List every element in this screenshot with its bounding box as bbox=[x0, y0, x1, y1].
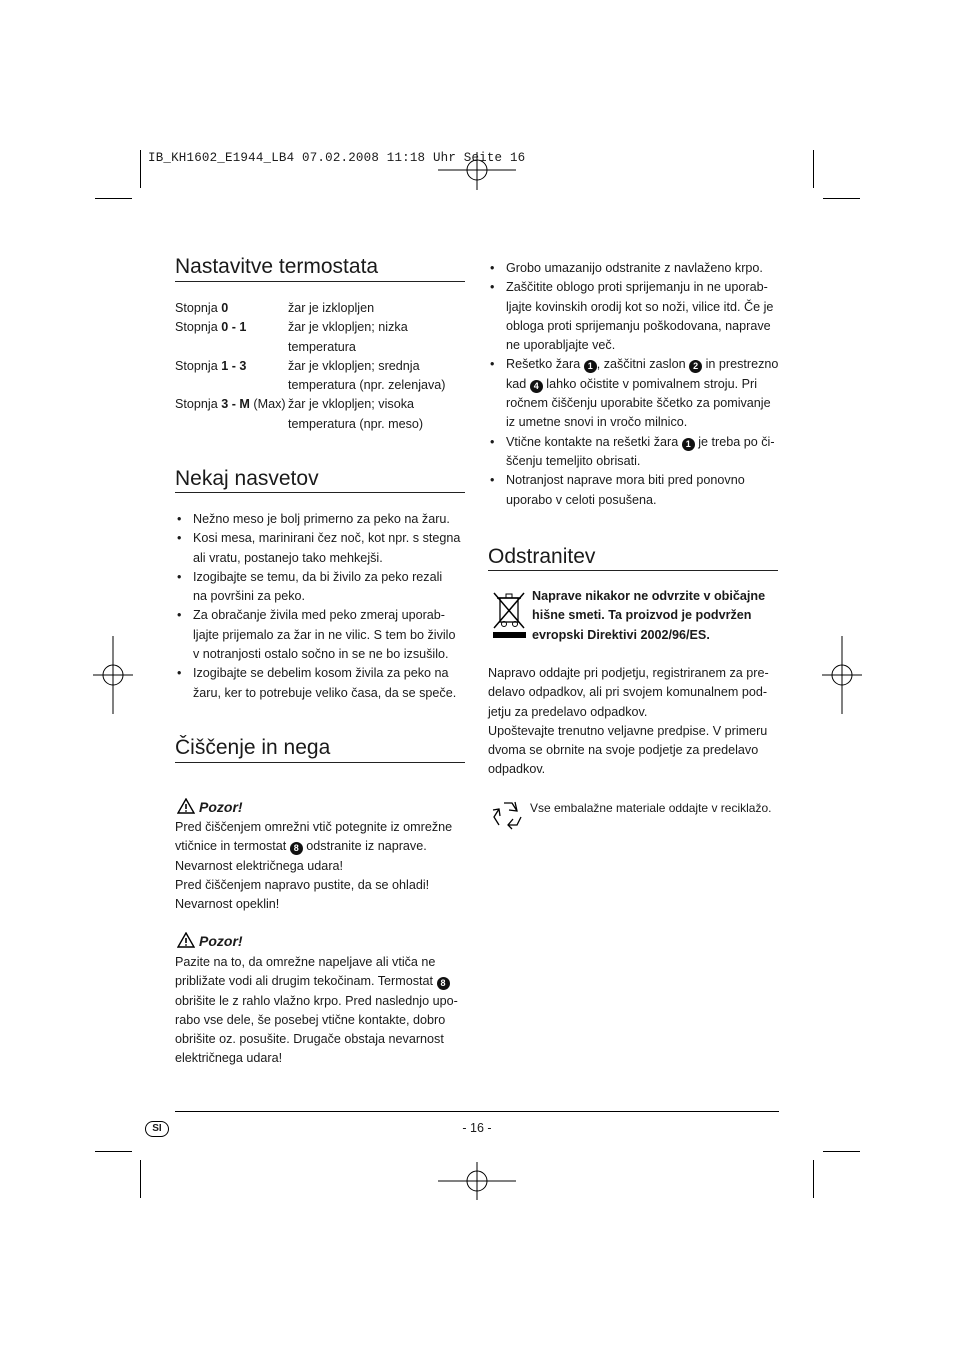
list-item: • Grobo umazanijo odstranite z navlaženo krpo. bbox=[488, 259, 783, 278]
thermostat-row: Stopnja 1 - 3 žar je vklopljen; srednja temperatura (npr. zelenjava) bbox=[175, 358, 446, 393]
heading-rule bbox=[175, 762, 465, 763]
warning-text-1: Pred čiščenjem omrežni vtič potegnite iz omrežne vtičnice in termostat 8 odstranite iz naprave. Nevarnost električnega udara! Pred čiščenjem napravo pustite, da se ohladi! Nevarnost opeklin! bbox=[175, 820, 453, 912]
thermostat-row: Stopnja 3 - M (Max) žar je vklopljen; visoka temperatura (npr. meso) bbox=[175, 397, 424, 431]
tips-list bbox=[175, 510, 470, 703]
list-item: • Kosi mesa, marinirani čez noč, kot npr. s stegna ali vratu, postanejo tako mehkejši. bbox=[175, 529, 470, 568]
list-item: • Izogibajte se debelim kosom živila za peko na žaru, ker to potrebuje veliko časa, da se speče. bbox=[175, 664, 470, 703]
crop-mark bbox=[140, 1160, 141, 1198]
list-item: • Rešetko žara 1 , zaščitni zaslon 2 in prestrezno kad 4 lahko očistite v pomivalnem stroju. Pri ročnem čiščenju uporabite ščetko za pomivanje iz umetne snovi in vročo milnico. bbox=[488, 355, 783, 432]
heading-rule bbox=[488, 570, 778, 571]
list-item: • Notranjost naprave mora biti pred ponovno uporabo v celoti posušena. bbox=[488, 471, 783, 510]
heading-cleaning: Čiščenje in nega bbox=[175, 736, 331, 759]
crop-mark bbox=[813, 150, 814, 188]
list-item: • Zaščitite oblogo proti sprijemanju in ne uporab- ljajte kovinskih orodij kot so noži, vilice itd. Če je obloga proti sprijemanju poškodovana, naprave ne uporabljajte več. bbox=[488, 278, 783, 355]
recycling-icon bbox=[489, 797, 527, 835]
print-slug: IB_KH1602_E1944_LB4 07.02.2008 11:18 Uhr Seite 16 bbox=[148, 151, 526, 165]
crop-mark bbox=[813, 1160, 814, 1198]
warning-label: Pozor! bbox=[177, 932, 243, 949]
callout-number: 1 bbox=[584, 360, 597, 373]
weee-notice: Naprave nikakor ne odvrzite v običajne hišne smeti. Ta proizvod je podvržen evropski Direktivi 2002/96/ES. bbox=[532, 589, 766, 642]
thermostat-row: Stopnja 0 - 1 žar je vklopljen; nizka temperatura bbox=[175, 320, 408, 354]
crop-mark bbox=[140, 150, 141, 188]
language-badge: SI bbox=[145, 1121, 169, 1137]
warning-label: Pozor! bbox=[177, 798, 243, 815]
crop-mark bbox=[823, 198, 860, 199]
list-item: • Za obračanje živila med peko zmeraj uporab- ljajte prijemalo za žar in ne vilic. S tem bo živilo v notranjosti ostalo sočno in se ne bo izsušilo. bbox=[175, 606, 470, 664]
heading-disposal: Odstranitev bbox=[488, 545, 596, 568]
warning-text-2: Pazite na to, da omrežne napeljave ali vtiča ne približate vodi ali drugim tekočinam. Termostat 8 obrišite le z rahlo vlažno krpo. Pred naslednjo upo- rabo vse dele, še posebej vtične kontakte, dobro obrišite oz. posušite. Drugače obstaja nevarnost električnega udara! bbox=[175, 955, 458, 1066]
heading-thermostat: Nastavitve termostata bbox=[175, 255, 379, 278]
list-item: • Vtične kontakte na rešetki žara 1 je treba po či- ščenju temeljito obrisati. bbox=[488, 433, 783, 472]
heading-tips: Nekaj nasvetov bbox=[175, 467, 319, 490]
warning-triangle-icon bbox=[177, 932, 195, 948]
callout-number: 8 bbox=[437, 977, 450, 990]
registration-mark-left bbox=[93, 636, 133, 714]
recycling-note: Vse embalažne materiale oddajte v reciklažo. bbox=[530, 801, 772, 815]
callout-number: 2 bbox=[689, 360, 702, 373]
thermostat-row: Stopnja 0 žar je izklopljen bbox=[175, 301, 375, 315]
disposal-paragraph: Napravo oddajte pri podjetju, registriranem za pre- delavo odpadkov, ali pri svojem komunalnem pod- jetju za predelavo odpadkov. Upoštevajte trenutno veljavne predpise. V primeru dvoma se obrnite na svoje podjetje za predelavo odpadkov. bbox=[488, 666, 769, 777]
callout-number: 8 bbox=[290, 842, 303, 855]
crop-mark bbox=[95, 198, 132, 199]
heading-rule bbox=[175, 492, 465, 493]
footer-rule bbox=[175, 1111, 779, 1112]
cleaning-list bbox=[488, 259, 783, 510]
crossed-bin-icon bbox=[491, 590, 527, 640]
registration-mark-bottom bbox=[438, 1162, 516, 1200]
crop-mark bbox=[823, 1151, 860, 1152]
callout-number: 4 bbox=[530, 380, 543, 393]
page-number: - 16 - bbox=[462, 1121, 492, 1135]
registration-mark-right bbox=[822, 636, 862, 714]
thermostat-table bbox=[175, 299, 465, 434]
list-item: • Nežno meso je bolj primerno za peko na žaru. bbox=[175, 510, 470, 529]
list-item: • Izogibajte se temu, da bi živilo za peko rezali na površini za peko. bbox=[175, 568, 470, 607]
crop-mark bbox=[95, 1151, 132, 1152]
warning-triangle-icon bbox=[177, 798, 195, 814]
callout-number: 1 bbox=[682, 438, 695, 451]
heading-rule bbox=[175, 281, 465, 282]
